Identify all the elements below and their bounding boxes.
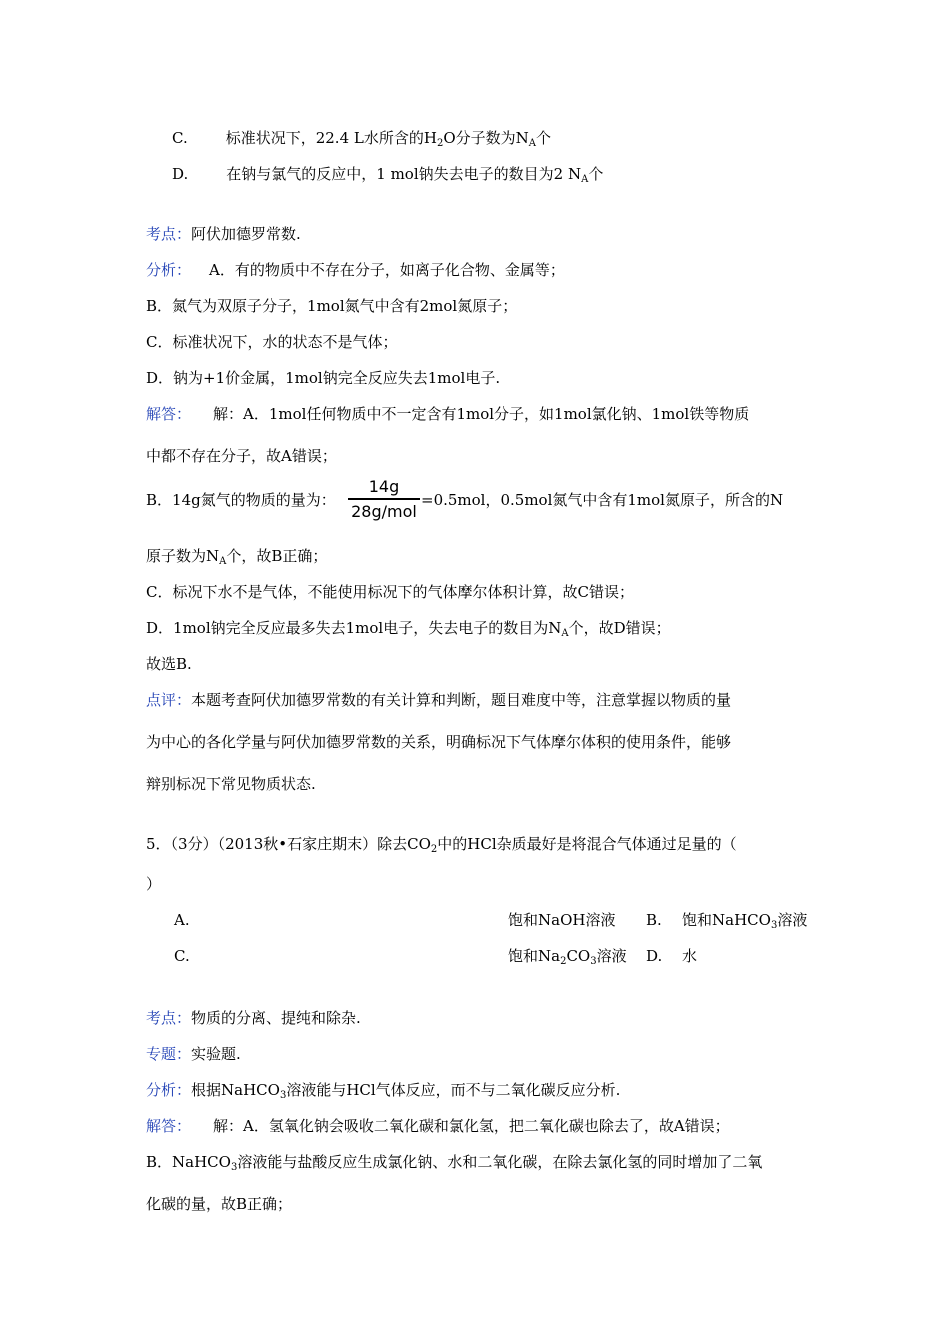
option-label: D. bbox=[172, 165, 189, 183]
q5-stem-1: 5．（3分）（2013秋•石家庄期末）除去$CO_2$中的HCl杂质最好是将混合气体通过足量的（ bbox=[146, 835, 737, 855]
q5-option-a-text: 饱和NaOH溶液 bbox=[508, 911, 616, 929]
q4-option-d bbox=[172, 164, 603, 184]
dianping-text: 本题考查阿伏加德罗常数的有关计算和判断，题目难度中等，注意掌握以物质的量 bbox=[191, 691, 732, 709]
q4-fenxi-a bbox=[146, 260, 565, 280]
q4-jieda-b-pre: B．14g氮气的物质的量为： bbox=[146, 491, 336, 509]
q4-fenxi-c: C．标准状况下，水的状态不是气体； bbox=[146, 333, 398, 351]
q5-option-a-label: A. bbox=[174, 911, 190, 929]
q4-jieda-b-post: =0.5mol，0.5mol氮气中含有1mol氮原子，所含的N bbox=[421, 491, 784, 509]
q4-kaodian bbox=[146, 224, 301, 244]
q4-dianping-2: 为中心的各化学量与阿伏加德罗常数的关系，明确标况下气体摩尔体积的使用条件，能够 bbox=[146, 733, 732, 751]
q4-jieda-a2: 中都不存在分子，故A错误； bbox=[146, 447, 337, 465]
dianping-label: 点评： bbox=[146, 691, 192, 709]
option-label: C. bbox=[172, 129, 188, 147]
fraction-numerator: 14g bbox=[348, 476, 420, 500]
q5-fenxi: 分析：根据NaHCO$_3$溶液能与HCl气体反应，而不与二氧化碳反应分析. bbox=[146, 1081, 621, 1101]
kaodian-label: 考点： bbox=[146, 1009, 192, 1027]
kaodian-text: 阿伏加德罗常数. bbox=[191, 225, 301, 243]
q4-jieda-a1 bbox=[146, 404, 749, 424]
fraction-formula bbox=[348, 476, 420, 522]
q4-jieda-b2: 原子数为$N_A$个，故B正确； bbox=[146, 547, 328, 567]
q5-option-c-text: 饱和$Na_2CO_3$溶液 bbox=[508, 947, 627, 967]
q5-jieda-b2: 化碳的量，故B正确； bbox=[146, 1195, 293, 1213]
q5-option-b-text: 饱和NaHCO$_3$溶液 bbox=[682, 911, 808, 931]
jieda-text: 解：A．氢氧化钠会吸收二氧化碳和氯化氢，把二氧化碳也除去了，故A错误； bbox=[213, 1117, 730, 1135]
zhuanti-label: 专题： bbox=[146, 1045, 192, 1063]
q5-option-d-label: D. bbox=[646, 947, 663, 965]
q4-fenxi-b: B．氮气为双原子分子，1mol氮气中含有2mol氮原子； bbox=[146, 297, 518, 315]
q5-option-d-text: 水 bbox=[682, 947, 698, 965]
q4-jieda-d: D．1mol钠完全反应最多失去1mol电子，失去电子的数目为$N_A$个，故D错误； bbox=[146, 619, 671, 639]
kaodian-label: 考点： bbox=[146, 225, 192, 243]
q5-zhuanti bbox=[146, 1044, 241, 1064]
fraction-denominator: 28g/mol bbox=[351, 502, 417, 521]
fenxi-label: 分析： bbox=[146, 1081, 192, 1099]
q4-dianping-3: 辩别标况下常见物质状态. bbox=[146, 775, 316, 793]
q5-kaodian bbox=[146, 1008, 361, 1028]
option-text: 在钠与氯气的反应中，1 mol钠失去电子的数目为2 $N_A$个 bbox=[226, 165, 604, 185]
q5-option-b-label: B. bbox=[646, 911, 662, 929]
q4-jieda-c: C．标况下水不是气体，不能使用标况下的气体摩尔体积计算，故C错误； bbox=[146, 583, 634, 601]
kaodian-text: 物质的分离、提纯和除杂. bbox=[191, 1009, 361, 1027]
q4-jieda-end: 故选B. bbox=[146, 655, 192, 673]
fenxi-label: 分析： bbox=[146, 261, 192, 279]
q4-fenxi-d: D．钠为+1价金属，1mol钠完全反应失去1mol电子. bbox=[146, 369, 501, 387]
jieda-text: 解：A．1mol任何物质中不一定含有1mol分子，如1mol氯化钠、1mol铁等物质 bbox=[213, 405, 750, 423]
zhuanti-text: 实验题. bbox=[191, 1045, 241, 1063]
q5-stem-2: ） bbox=[146, 875, 162, 893]
fenxi-text: A．有的物质中不存在分子，如离子化合物、金属等； bbox=[209, 261, 565, 279]
jieda-label: 解答： bbox=[146, 1117, 192, 1135]
q5-jieda-a bbox=[146, 1116, 730, 1136]
q4-dianping-1 bbox=[146, 690, 731, 710]
option-text: 标准状况下，22.4 L水所含的$H_2O$分子数为$N_A$个 bbox=[225, 129, 551, 149]
q4-option-c bbox=[172, 128, 551, 148]
jieda-label: 解答： bbox=[146, 405, 192, 423]
q5-jieda-b1: B．NaHCO$_3$溶液能与盐酸反应生成氯化钠、水和二氧化碳，在除去氯化氢的同时增加了二氧 bbox=[146, 1153, 763, 1173]
q5-option-c-label: C. bbox=[174, 947, 190, 965]
